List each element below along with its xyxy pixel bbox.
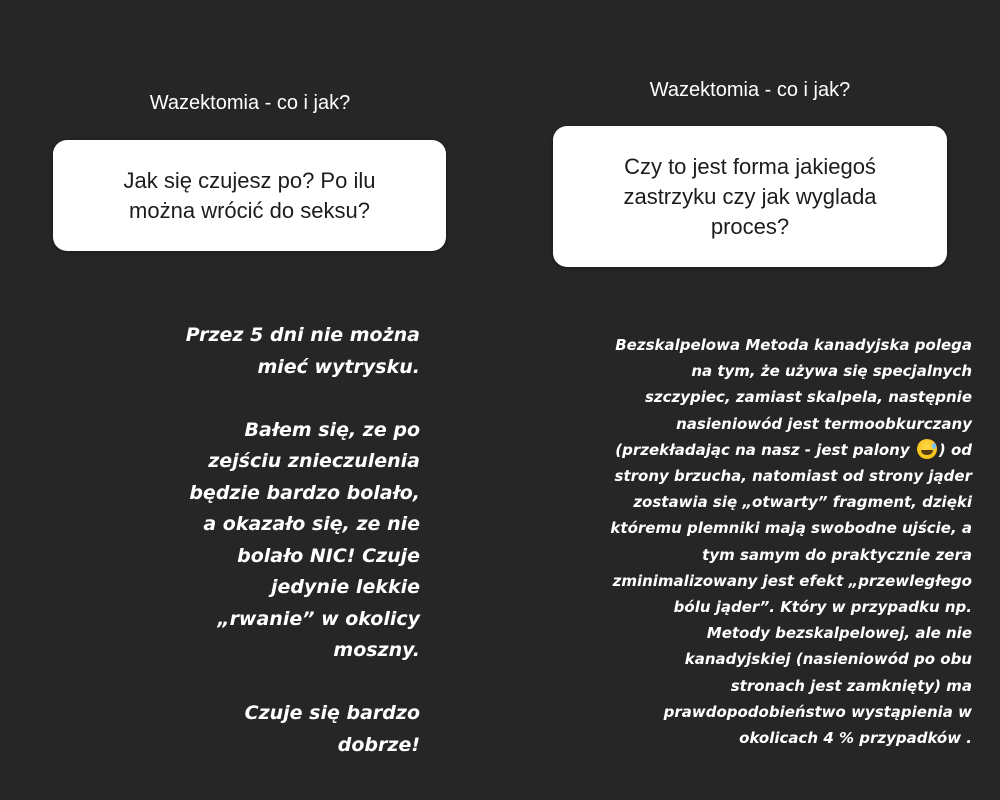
answer-line: zminimalizowany jest efekt „przewległego: [612, 571, 972, 590]
answer-line-part: ) od: [938, 440, 972, 459]
answer-line: bólu jąder”. Który w przypadku np.: [673, 598, 972, 617]
answer-paragraph: [130, 698, 420, 761]
question-line: proces?: [710, 213, 790, 239]
answer-line: na tym, że używa się specjalnych: [691, 362, 972, 381]
answer-line: Bezskalpelowa Metoda kanadyjska polega: [615, 336, 972, 354]
answer-line: będzie bardzo bolało,: [189, 481, 420, 504]
answer-line: prawdopodobieństwo wystąpienia w: [663, 702, 972, 721]
answer-line: Czuje się bardzo: [244, 702, 420, 724]
question-card: [53, 140, 446, 251]
question-line: Jak się czujesz po? Po ilu: [123, 167, 376, 193]
answer-paragraph: [130, 415, 420, 667]
answer-line: zejściu znieczulenia: [208, 450, 420, 472]
answer-line: moszny.: [333, 639, 420, 661]
answer-line: jedynie lekkie: [271, 576, 420, 598]
answer-line: kanadyjskiej (nasieniowód po obu: [684, 650, 972, 669]
answer-line: Przez 5 dni nie można: [185, 324, 420, 346]
answer-line: nasieniowód jest termoobkurczany: [676, 414, 972, 433]
answer-text: [520, 332, 972, 751]
answer-line: dobrze!: [337, 733, 420, 756]
question-card: [553, 126, 947, 267]
question-text: [623, 152, 876, 242]
question-sticker-title: Wazektomia - co i jak?: [649, 79, 851, 101]
answer-line-part: (przekładając na nasz - jest palony: [615, 440, 910, 459]
answer-line: bolało NIC! Czuje: [237, 544, 420, 567]
answer-line: stronach jest zamknięty) ma: [730, 676, 972, 695]
answer-line: szczypiec, zamiast skalpela, następnie: [644, 388, 972, 407]
grinning-sweat-emoji-icon: [917, 439, 937, 459]
answer-line-with-emoji: [520, 437, 972, 463]
question-text: [124, 166, 376, 226]
answer-line: okolicach 4 % przypadków .: [739, 729, 972, 748]
answer-line: mieć wytrysku.: [257, 355, 420, 378]
question-line: można wrócić do seksu?: [129, 197, 370, 223]
answer-line: tym samym do praktycznie zera: [702, 545, 972, 564]
answer-line: „rwanie” w okolicy: [217, 607, 420, 630]
answer-line: a okazało się, ze nie: [203, 513, 420, 535]
question-sticker-title: Wazektomia - co i jak?: [149, 92, 351, 114]
answer-line: strony brzucha, natomiast od strony jąder: [614, 467, 972, 486]
story-panel-right: [500, 0, 1000, 800]
question-line: Czy to jest forma jakiegoś: [624, 153, 876, 179]
answer-text: [130, 320, 420, 761]
answer-line: Bałem się, ze po: [244, 418, 420, 441]
answer-line: Metody bezskalpelowej, ale nie: [706, 624, 972, 643]
answer-line: zostawia się „otwarty” fragment, dzięki: [633, 493, 972, 512]
question-line: zastrzyku czy jak wyglada: [623, 183, 877, 209]
answer-line: któremu plemniki mają swobodne ujście, a: [610, 519, 972, 538]
answer-paragraph: [130, 320, 420, 383]
